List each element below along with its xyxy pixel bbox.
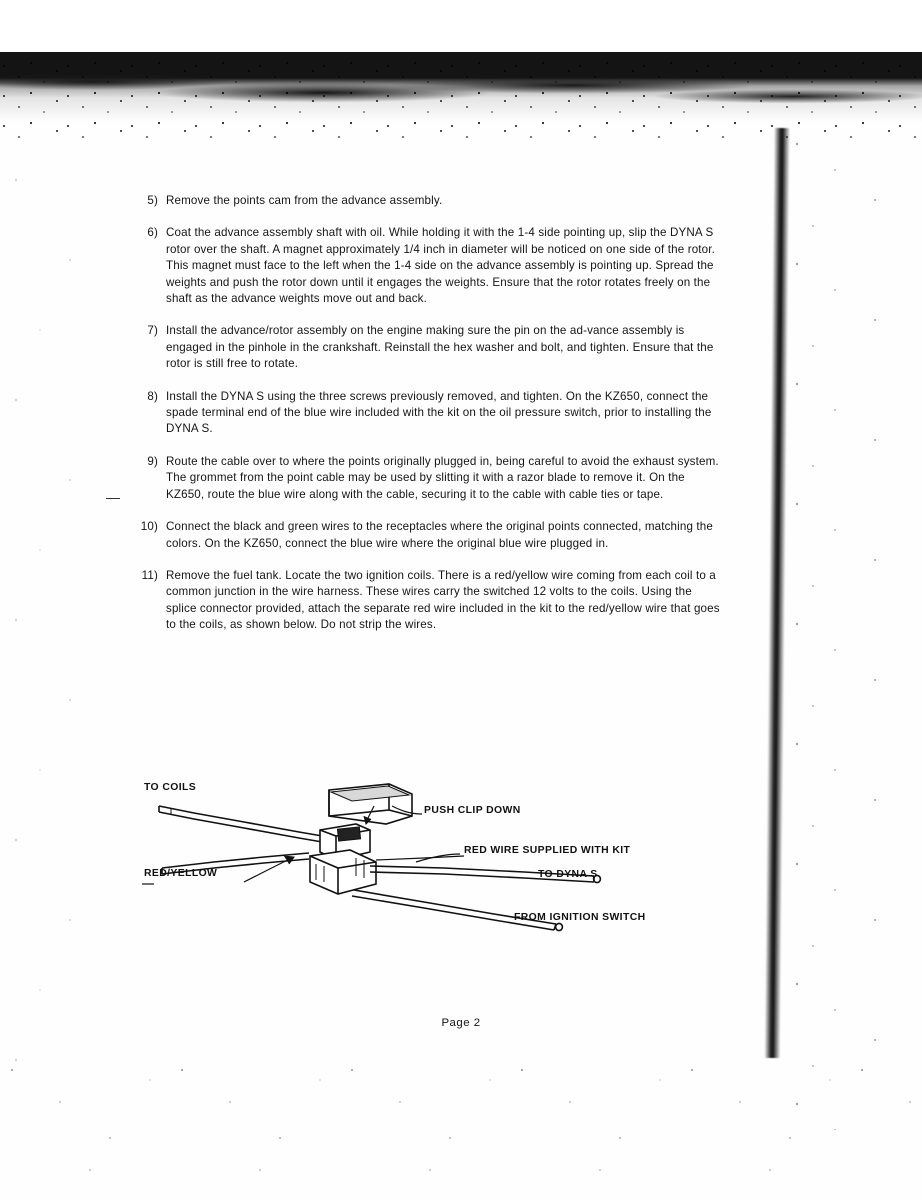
step-text: Remove the fuel tank. Locate the two ignition coils. There is a red/yellow wire coming from each coil to a common junction in the wire harness. These wires carry the switched 12 volts to the coils. Using the splice connector provided, attach the separate red wire included in the kit to the red/yellow wire that goes to the coils, as shown below. Do not strip the wires. (166, 568, 720, 632)
step-number: 10) (140, 520, 158, 534)
list-item (124, 568, 724, 634)
figure-label-to-dyna-s: TO DYNA S (538, 869, 598, 880)
figure-label-red-wire-supplied: RED WIRE SUPPLIED WITH KIT (464, 845, 631, 856)
step-number: 8) (147, 389, 158, 403)
step-number: 11) (141, 568, 158, 582)
list-item (124, 323, 724, 372)
figure-label-red-yellow: RED/YELLOW (144, 868, 218, 879)
step-number: 7) (147, 324, 158, 338)
list-item (124, 389, 724, 438)
step-number: 5) (147, 194, 158, 207)
step-number: 9) (147, 454, 158, 468)
list-item (124, 193, 724, 209)
figure-label-push-clip-down: PUSH CLIP DOWN (424, 805, 521, 816)
step-text: Route the cable over to where the points originally plugged in, being careful to avoid the exhaust system. The grommet from the point cable may be used by slitting it with a razor blade to remove it. On the KZ650, route the blue wire along with the cable, securing it to the cable with cable ties or tape. (166, 454, 719, 501)
list-item (124, 225, 724, 307)
list-item (124, 519, 724, 552)
step-text: Install the advance/rotor assembly on the engine making sure the pin on the ad-vance assembly is engaged in the pinhole in the crankshaft. Reinstall the hex washer and bolt, and tighten. Ensure that the rotor is still free to rotate. (166, 324, 714, 371)
scan-top-speckle (0, 60, 922, 140)
list-item (124, 454, 724, 503)
figure-label-to-coils: TO COILS (144, 782, 197, 793)
page-footer: Page 2 (441, 1017, 481, 1029)
scan-left-dash-mark (106, 498, 120, 499)
instruction-list (124, 193, 724, 650)
scan-right-dark-edge (764, 128, 790, 1058)
step-text: Remove the points cam from the advance assembly. (166, 194, 443, 207)
scan-right-speckle (787, 130, 912, 1130)
step-text: Coat the advance assembly shaft with oil. While holding it with the 1-4 side pointing up, slip the DYNA S rotor over the shaft. A magnet approximately 1/4 inch in diameter will be noticed on one side of the rotor. This magnet must face to the left when the 1-4 side on the advance assembly is pointing up. Spread the weights and push the rotor down until it engages the weights. Ensure that the rotor rotates freely on the shaft as the advance weights move out and back. (166, 226, 716, 306)
step-number: 6) (147, 226, 158, 240)
step-text: Connect the black and green wires to the receptacles where the original points connected, matching the colors. On the KZ650, connect the blue wire where the original blue wire plugged in. (166, 520, 713, 550)
splice-connector-diagram (124, 772, 724, 972)
step-text: Install the DYNA S using the three screws previously removed, and tighten. On the KZ650, connect the spade terminal end of the blue wire included with the kit on the oil pressure switch, prior to installing the DYNA S. (166, 389, 712, 436)
scan-top-dark-edge (0, 52, 922, 126)
scan-top-margin (0, 0, 922, 52)
scan-bottom-speckle (0, 1050, 922, 1200)
figure-label-from-ignition-switch: FROM IGNITION SWITCH (514, 912, 646, 923)
scan-left-speckle (0, 150, 120, 1100)
